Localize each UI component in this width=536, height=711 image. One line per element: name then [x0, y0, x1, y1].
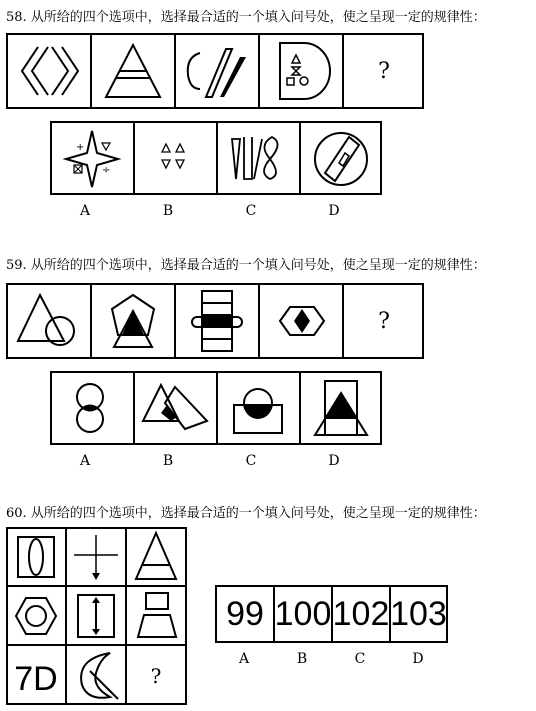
trapezoid-icon: [138, 593, 176, 637]
cross-arrow-icon: [74, 535, 118, 580]
q59-figure-3: [176, 285, 260, 357]
q58-figure-1: [8, 35, 92, 107]
circle-with-slash-icon: [301, 123, 380, 193]
question-mark: ?: [150, 664, 162, 688]
q59-option-b-label[interactable]: B: [162, 453, 174, 469]
option-value: 100: [274, 594, 332, 633]
stacked-rectangles-icon: [176, 285, 258, 357]
c-and-slashes-icon: [176, 35, 258, 107]
q59-sequence-row: [6, 283, 424, 359]
q60-grid: [6, 527, 187, 705]
option-value: 103: [390, 594, 447, 633]
q58-option-d-figure[interactable]: [301, 123, 382, 193]
crescent-icon: [81, 653, 118, 699]
q59-options-row: [50, 371, 382, 445]
q60-grid-figures: [6, 527, 187, 705]
q60-option-b-label[interactable]: B: [296, 651, 308, 667]
q59-question-cell: [344, 285, 424, 357]
q60-option-b[interactable]: [275, 587, 333, 641]
q58-option-d-label[interactable]: D: [328, 203, 340, 219]
double-angle-brackets-icon: [8, 35, 90, 107]
q59-option-a-figure[interactable]: [52, 373, 135, 443]
q60-option-c-label[interactable]: C: [354, 651, 366, 667]
q59-option-d-label[interactable]: D: [328, 453, 340, 469]
triangle-and-circle-icon: [8, 285, 90, 357]
small-triangles-icon: [135, 123, 216, 193]
q58-figure-3: [176, 35, 260, 107]
q59-option-b-figure[interactable]: [135, 373, 218, 443]
question-60-text: 60. 从所给的四个选项中，选择最合适的一个填入问号处，使之呈现一定的规律性：: [6, 506, 486, 521]
layered-triangle-icon: [136, 533, 176, 579]
grid-text-7d: 7D: [14, 660, 58, 698]
question-59-text: 59. 从所给的四个选项中，选择最合适的一个填入问号处，使之呈现一定的规律性：: [6, 258, 486, 273]
rectangle-with-arrow-icon: [78, 595, 114, 637]
q58-option-c-label[interactable]: C: [245, 203, 257, 219]
q58-options-row: [50, 121, 382, 195]
option-value: 102: [332, 594, 390, 633]
q58-figure-2: [92, 35, 176, 107]
q59-figure-2: [92, 285, 176, 357]
q58-option-b-label[interactable]: B: [162, 203, 174, 219]
q60-option-c[interactable]: [333, 587, 391, 641]
overlapping-circles-icon: [52, 373, 133, 443]
q60-option-d[interactable]: [391, 587, 446, 641]
svg-text:+: +: [76, 142, 85, 153]
q58-sequence-row: [6, 33, 424, 109]
q58-option-c-figure[interactable]: [218, 123, 301, 193]
pentagon-and-triangle-icon: [92, 285, 174, 357]
q59-option-a-label[interactable]: A: [79, 453, 91, 469]
q59-figure-4: [260, 285, 344, 357]
q59-option-c-label[interactable]: C: [245, 453, 257, 469]
svg-text:÷: ÷: [102, 165, 111, 176]
square-with-ellipse-icon: [18, 537, 54, 577]
overlapping-triangles-icon: [135, 373, 216, 443]
q60-option-a-label[interactable]: A: [238, 651, 250, 667]
q60-option-d-label[interactable]: D: [412, 651, 424, 667]
q58-option-a-label[interactable]: A: [79, 203, 91, 219]
four-point-star-icon: [52, 123, 133, 193]
strokes-and-eight-icon: [218, 123, 299, 193]
hexagon-and-diamond-icon: [260, 285, 342, 357]
q59-figure-1: [8, 285, 92, 357]
rectangle-and-triangle-icon: [301, 373, 380, 443]
q58-figure-4: [260, 35, 344, 107]
hexagon-circle-icon: [16, 598, 56, 634]
q58-question-cell: [344, 35, 424, 107]
semicircle-with-shapes-icon: [260, 35, 342, 107]
q58-option-a-figure[interactable]: [52, 123, 135, 193]
question-mark: ?: [378, 58, 390, 84]
circle-on-rectangle-icon: [218, 373, 299, 443]
layered-triangle-icon: [92, 35, 174, 107]
q60-option-a[interactable]: [217, 587, 275, 641]
q60-options-row: [215, 585, 448, 643]
q58-option-b-figure[interactable]: [135, 123, 218, 193]
question-58-text: 58. 从所给的四个选项中，选择最合适的一个填入问号处，使之呈现一定的规律性：: [6, 10, 486, 25]
q59-option-d-figure[interactable]: [301, 373, 382, 443]
option-value: 99: [226, 594, 264, 633]
question-mark: ?: [378, 308, 390, 334]
q59-option-c-figure[interactable]: [218, 373, 301, 443]
